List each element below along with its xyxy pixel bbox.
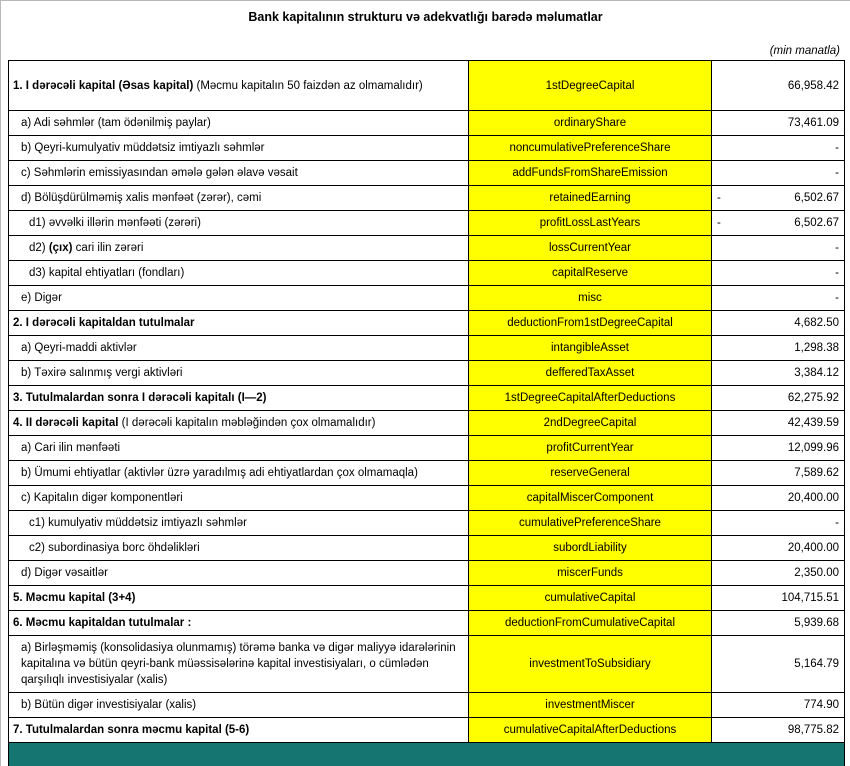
row-value-cell: - [712,511,845,536]
table-row [9,186,845,211]
row-code-cell: 1stDegreeCapitalAfterDeductions [469,386,712,411]
row-code-cell: 1stDegreeCapital [469,61,712,111]
row-label [9,261,469,286]
row-label-segment: a) Adi səhmlər (tam ödənilmiş paylar) [21,117,211,129]
table-row [9,561,845,586]
row-value-cell: 20,400.00 [712,486,845,511]
row-label-segment: 6. Məcmu kapitaldan tutulmalar : [13,617,192,629]
row-value-cell: 2,350.00 [712,561,845,586]
negative-sign: - [717,192,721,204]
row-label [9,561,469,586]
row-code-cell: 2ndDegreeCapital [469,411,712,436]
row-label [9,511,469,536]
row-label [9,436,469,461]
row-code-cell: addFundsFromShareEmission [469,161,712,186]
row-label-segment: c1) kumulyativ müddətsiz imtiyazlı səhmlər [29,517,247,529]
table-row [9,211,845,236]
row-label-segment: a) Birləşməmiş (konsolidasiya olunmamış) törəmə banka və digər maliyyə idarələrinin kapitalına və bütün qeyri-bank müəssisələrinə kapital investisiyaları, o cümlədən qarşılıqlı investisiyalar (xalis) [21,642,456,686]
row-label [9,136,469,161]
row-label [9,61,469,111]
table-row [9,311,845,336]
row-code-cell: subordLiability [469,536,712,561]
row-value-cell: 5,939.68 [712,611,845,636]
row-value: 6,502.67 [794,217,839,229]
row-value-cell [712,186,845,211]
table-row [9,136,845,161]
row-code-cell: miscerFunds [469,561,712,586]
table-row [9,286,845,311]
table-row [9,436,845,461]
row-label-segment: c2) subordinasiya borc öhdəlikləri [29,542,200,554]
table-row [9,336,845,361]
row-value-cell: - [712,261,845,286]
row-code-cell: reserveGeneral [469,461,712,486]
row-code-cell: cumulativeCapitalAfterDeductions [469,718,712,743]
table-row [9,111,845,136]
row-label [9,486,469,511]
row-label-segment: d) Digər vəsaitlər [21,567,108,579]
row-label [9,336,469,361]
row-code-cell: investmentMiscer [469,693,712,718]
row-label-segment: 7. Tutulmalardan sonra məcmu kapital (5-6) [13,724,250,736]
row-label-segment: d2) [29,242,49,254]
row-value-cell: 20,400.00 [712,536,845,561]
row-code-cell: intangibleAsset [469,336,712,361]
row-label [9,693,469,718]
row-value-cell: 73,461.09 [712,111,845,136]
row-label [9,411,469,436]
row-code-cell: lossCurrentYear [469,236,712,261]
row-label-segment: 4. II dərəcəli kapital [13,417,119,429]
row-value-cell: 12,099.96 [712,436,845,461]
row-label [9,718,469,743]
row-label-segment: d3) kapital ehtiyatları (fondları) [29,267,185,279]
row-code-cell: cumulativeCapital [469,586,712,611]
table-row [9,536,845,561]
row-label [9,536,469,561]
row-code-cell: cumulativePreferenceShare [469,511,712,536]
table-row [9,511,845,536]
row-value-cell: 66,958.42 [712,61,845,111]
table-row [9,411,845,436]
row-label [9,586,469,611]
row-value-cell: 4,682.50 [712,311,845,336]
unit-note: (min manatla) [769,45,840,57]
row-value-cell: 774.90 [712,693,845,718]
row-code-cell: noncumulativePreferenceShare [469,136,712,161]
row-value-cell: 7,589.62 [712,461,845,486]
table-row [9,261,845,286]
capital-structure-table [8,60,845,766]
table-row [9,486,845,511]
row-label [9,211,469,236]
row-label-segment: b) Qeyri-kumulyativ müddətsiz imtiyazlı səhmlər [21,142,265,154]
row-label [9,286,469,311]
row-code-cell: deductionFrom1stDegreeCapital [469,311,712,336]
row-label [9,611,469,636]
row-code-cell: capitalMiscerComponent [469,486,712,511]
row-value-cell: 98,775.82 [712,718,845,743]
row-label [9,186,469,211]
row-code-cell: retainedEarning [469,186,712,211]
page-title: Bank kapitalının strukturu və adekvatlığı barədə məlumatlar [248,10,603,24]
row-label-segment: b) Ümumi ehtiyatlar (aktivlər üzrə yaradılmış adi ehtiyatlardan çox olmamaqla) [21,467,418,479]
row-label-segment: 2. I dərəcəli kapitaldan tutulmalar [13,317,195,329]
row-label [9,236,469,261]
row-label [9,386,469,411]
row-label [9,161,469,186]
table-row [9,718,845,743]
row-code-cell: profitCurrentYear [469,436,712,461]
table-row [9,461,845,486]
row-label-segment: 1. I dərəcəli kapital (Əsas kapital) [13,79,194,92]
row-label-segment: d) Bölüşdürülməmiş xalis mənfəət (zərər), cəmi [21,192,262,204]
row-value-cell: - [712,236,845,261]
table-row [9,236,845,261]
row-value: 6,502.67 [794,192,839,204]
row-code-cell: ordinaryShare [469,111,712,136]
row-label-segment: d1) əvvəlki illərin mənfəəti (zərəri) [29,217,201,229]
row-label-segment: cari ilin zərəri [72,242,144,254]
row-label [9,361,469,386]
row-value-cell: 104,715.51 [712,586,845,611]
row-value-cell: 1,298.38 [712,336,845,361]
row-value-cell: 5,164.79 [712,636,845,693]
table-row [9,636,845,693]
row-value-cell: 62,275.92 [712,386,845,411]
row-label [9,461,469,486]
table-row [9,161,845,186]
row-label-segment: 5. Məcmu kapital (3+4) [13,592,136,604]
row-label-segment: (çıx) [48,242,73,254]
row-label-segment: (I dərəcəli kapitalın məbləğindən çox olmamalıdır) [118,417,376,429]
row-label-segment: b) Təxirə salınmış vergi aktivləri [21,367,183,379]
row-code-cell: capitalReserve [469,261,712,286]
row-value-cell: 3,384.12 [712,361,845,386]
row-label-segment: (Məcmu kapitalın 50 faizdən az olmamalıdır) [193,79,423,92]
capital-table-body [9,61,845,766]
table-row [9,386,845,411]
row-value-cell [712,211,845,236]
row-label-segment: a) Cari ilin mənfəəti [21,442,121,454]
table-row [9,586,845,611]
table-row [9,61,845,111]
row-value-cell: - [712,136,845,161]
row-code-cell: deductionFromCumulativeCapital [469,611,712,636]
row-code-cell: defferedTaxAsset [469,361,712,386]
footer-band-row [9,743,845,766]
row-label-segment: e) Digər [21,292,62,304]
row-code-cell: investmentToSubsidiary [469,636,712,693]
row-value-cell: - [712,286,845,311]
row-label-segment: a) Qeyri-maddi aktivlər [21,342,137,354]
row-label-segment: c) Səhmlərin emissiyasından əmələ gələn əlavə vəsait [21,167,298,179]
row-label-segment: 3. Tutulmalardan sonra I dərəcəli kapitalı (I—2) [13,392,267,404]
table-row [9,361,845,386]
row-label [9,311,469,336]
negative-sign: - [717,217,721,229]
footer-band [9,743,845,766]
row-label-segment: c) Kapitalın digər komponentləri [21,492,183,504]
row-code-cell: misc [469,286,712,311]
row-label-segment: b) Bütün digər investisiyalar (xalis) [21,699,197,711]
row-value-cell: 42,439.59 [712,411,845,436]
row-label [9,636,469,693]
table-row [9,611,845,636]
table-row [9,693,845,718]
row-code-cell: profitLossLastYears [469,211,712,236]
row-value-cell: - [712,161,845,186]
row-label [9,111,469,136]
